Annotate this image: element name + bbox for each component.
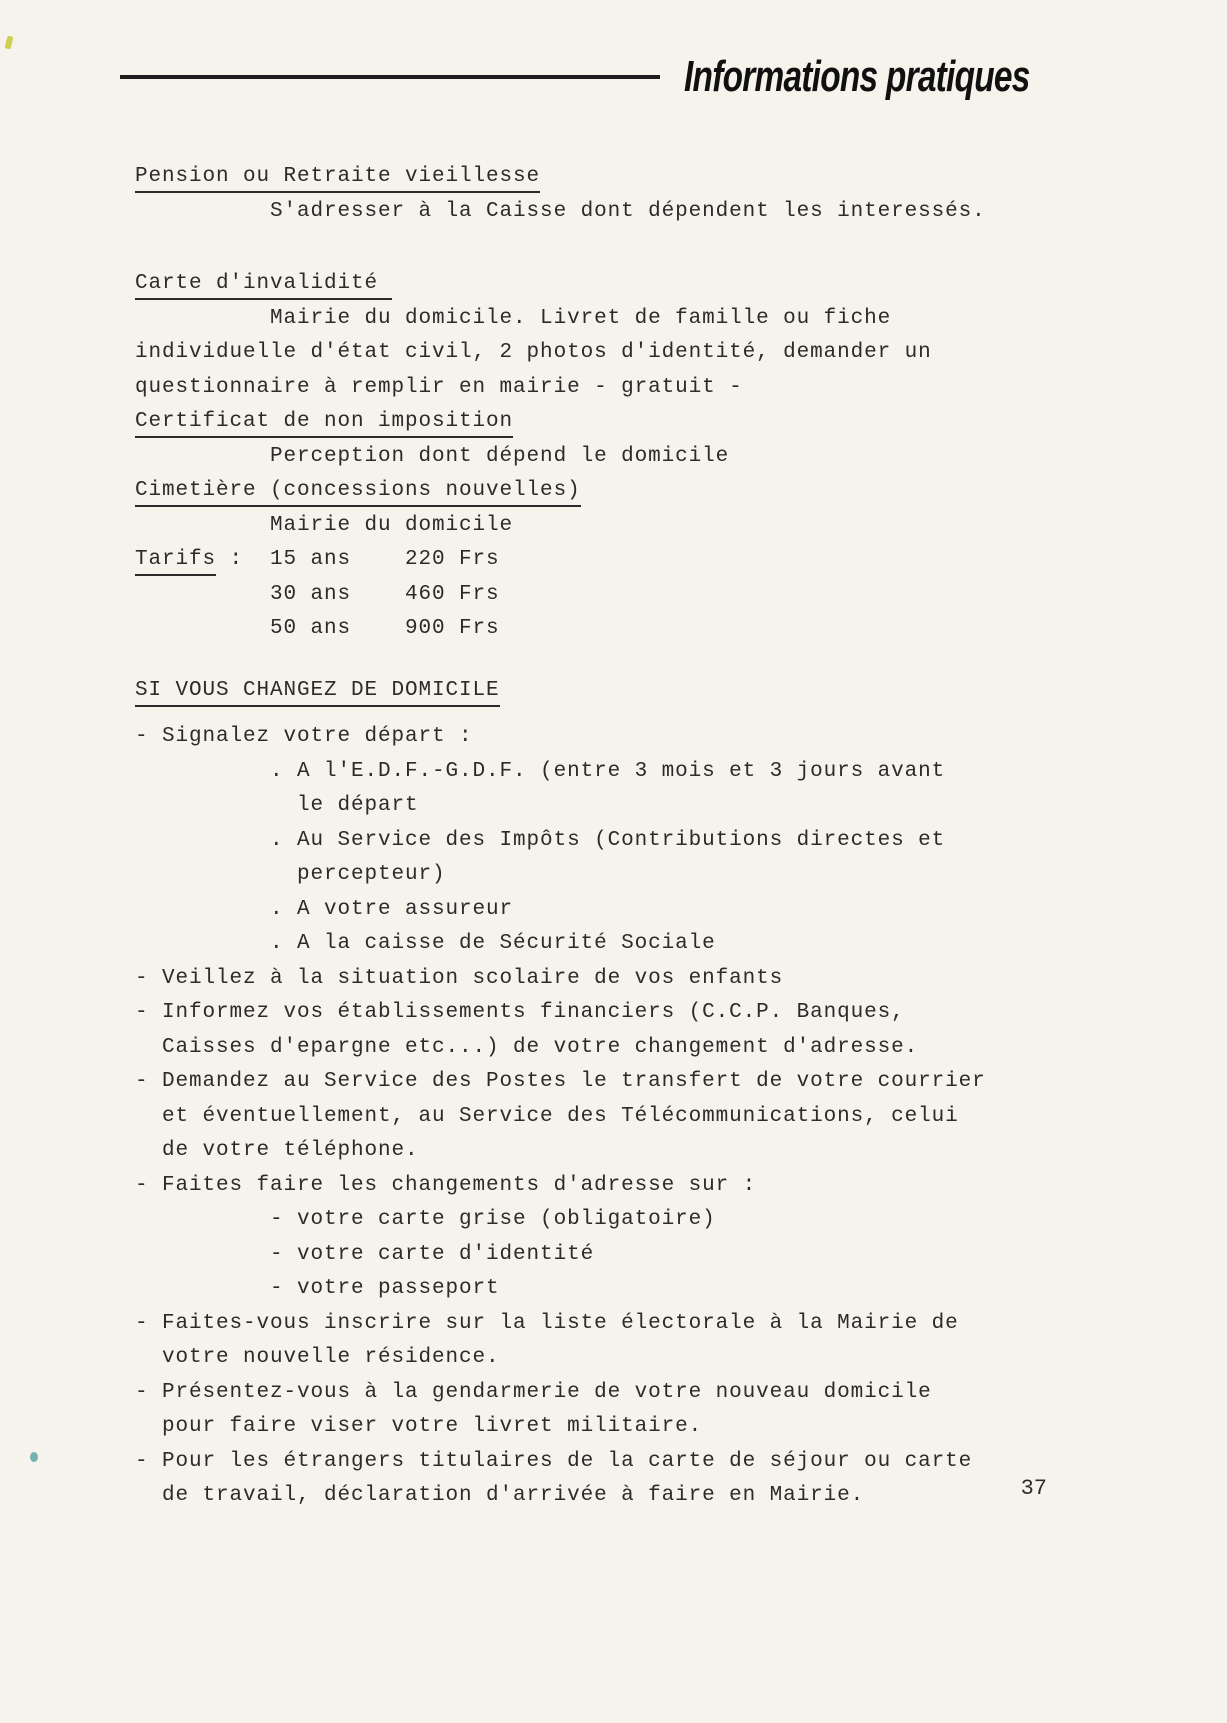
text-line: - Présentez-vous à la gendarmerie de votre nouveau domicile bbox=[135, 1380, 932, 1404]
text-line: . A la caisse de Sécurité Sociale bbox=[135, 932, 716, 955]
text-line: - Faites-vous inscrire sur la liste électorale à la Mairie de bbox=[135, 1311, 959, 1335]
text-line: - Informez vos établissements financiers (C.C.P. Banques, bbox=[135, 1001, 905, 1024]
text-line: questionnaire à remplir en mairie - gratuit - bbox=[135, 375, 743, 399]
text-line: Mairie du domicile. Livret de famille ou fiche bbox=[135, 306, 892, 330]
text-line: . A l'E.D.F.-G.D.F. (entre 3 mois et 3 jours avant bbox=[135, 759, 946, 783]
section-cimetiere bbox=[135, 474, 1227, 647]
text-line: votre nouvelle résidence. bbox=[135, 1346, 500, 1369]
text-line: - votre passeport bbox=[135, 1277, 500, 1300]
heading-line bbox=[135, 474, 1227, 509]
section-heading: Cimetière (concessions nouvelles) bbox=[135, 479, 581, 507]
text-line: S'adresser à la Caisse dont dépendent les interessés. bbox=[135, 199, 986, 223]
text-line: - Demandez au Service des Postes le transfert de votre courrier bbox=[135, 1070, 986, 1093]
text-line: Mairie du domicile bbox=[135, 513, 514, 537]
heading-line bbox=[135, 405, 1227, 440]
text-line: Caisses d'epargne etc...) de votre changement d'adresse. bbox=[135, 1035, 919, 1059]
section-certificat-non-imposition bbox=[135, 405, 1227, 474]
heading-line bbox=[135, 674, 1227, 709]
text-line: - votre carte grise (obligatoire) bbox=[135, 1208, 716, 1231]
scan-artifact-bottom bbox=[30, 1452, 38, 1462]
section-heading: Pension ou Retraite vieillesse bbox=[135, 165, 540, 193]
text-line: - Veillez à la situation scolaire de vos enfants bbox=[135, 966, 784, 990]
text-line: - Pour les étrangers titulaires de la carte de séjour ou carte bbox=[135, 1449, 973, 1473]
text-line: - votre carte d'identité bbox=[135, 1242, 595, 1266]
heading-line bbox=[135, 267, 1227, 302]
section-heading: Carte d'invalidité bbox=[135, 272, 392, 300]
text-line: - Faites faire les changements d'adresse sur : bbox=[135, 1173, 757, 1197]
section-heading: SI VOUS CHANGEZ DE DOMICILE bbox=[135, 679, 500, 707]
text-line: de votre téléphone. bbox=[135, 1139, 419, 1162]
document-body bbox=[135, 160, 1227, 1514]
header-rule bbox=[120, 75, 660, 79]
text-line: individuelle d'état civil, 2 photos d'identité, demander un bbox=[135, 341, 932, 364]
section-changement-domicile bbox=[135, 674, 1227, 1514]
text-line: et éventuellement, au Service des Télécommunications, celui bbox=[135, 1104, 959, 1128]
section-carte-invalidite bbox=[135, 267, 1227, 405]
text-line: - Signalez votre départ : bbox=[135, 725, 473, 748]
text-line: . Au Service des Impôts (Contributions directes et bbox=[135, 828, 946, 852]
page-title: Informations pratiques bbox=[684, 52, 1030, 101]
tarifs-row-3: 50 ans 900 Frs bbox=[135, 617, 500, 640]
tarifs-row-1: : 15 ans 220 Frs bbox=[216, 548, 500, 571]
tarifs-line bbox=[135, 543, 1227, 578]
page-number: 37 bbox=[1020, 1476, 1047, 1501]
text-line: de travail, déclaration d'arrivée à faire en Mairie. bbox=[135, 1484, 865, 1507]
tarifs-label: Tarifs bbox=[135, 548, 216, 576]
text-line: Perception dont dépend le domicile bbox=[135, 444, 730, 468]
section-heading: Certificat de non imposition bbox=[135, 410, 513, 438]
text-line: le départ bbox=[135, 794, 419, 817]
page-header bbox=[0, 0, 1227, 104]
page-title-wrap bbox=[684, 52, 1030, 102]
text-line: pour faire viser votre livret militaire. bbox=[135, 1415, 703, 1438]
tarifs-row-2: 30 ans 460 Frs bbox=[135, 582, 500, 606]
heading-line bbox=[135, 160, 1227, 195]
text-line: . A votre assureur bbox=[135, 897, 514, 921]
text-line: percepteur) bbox=[135, 863, 446, 886]
section-pension-retraite bbox=[135, 160, 1227, 229]
